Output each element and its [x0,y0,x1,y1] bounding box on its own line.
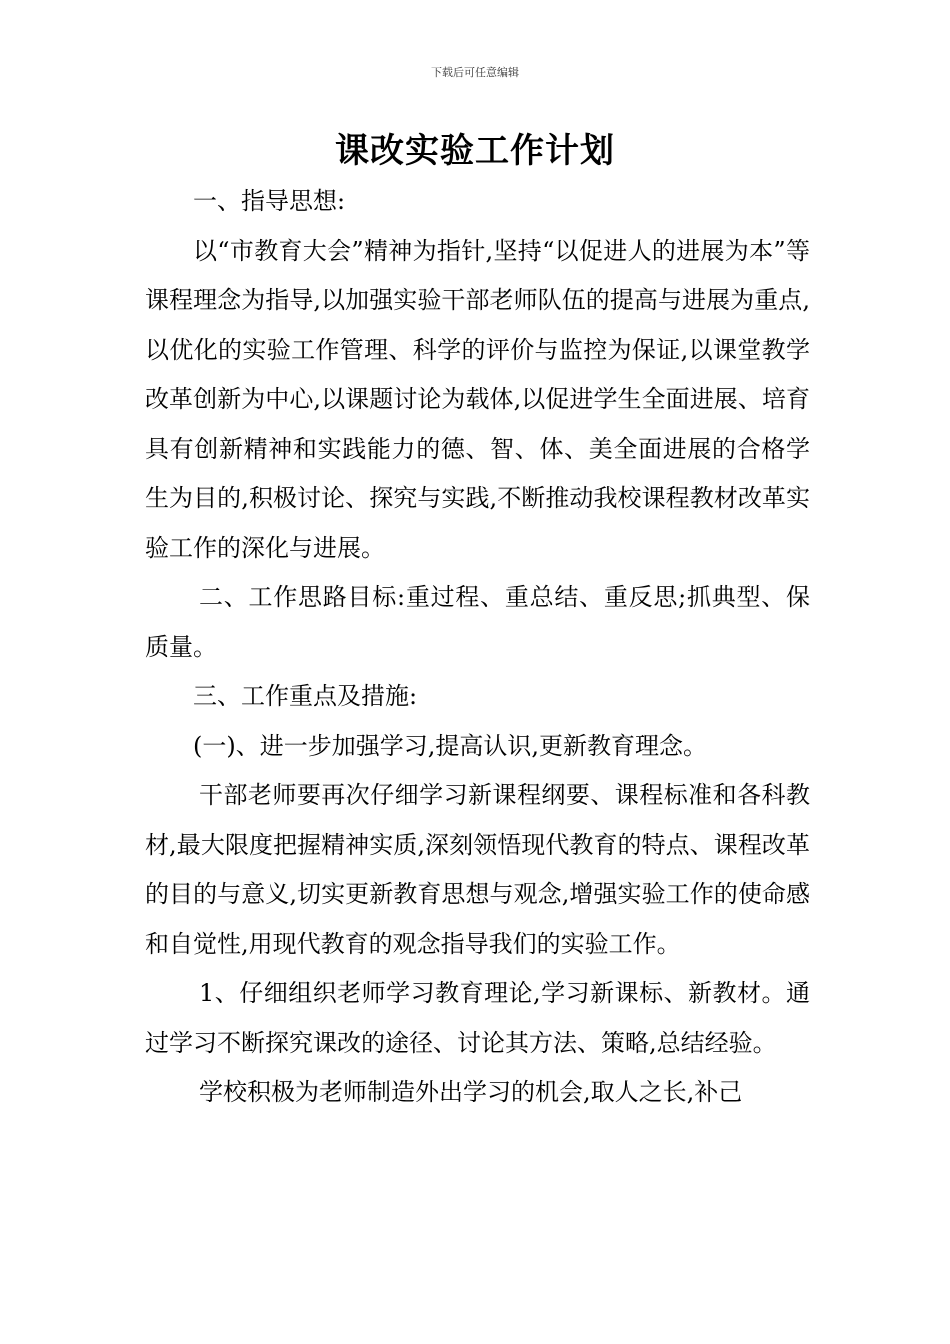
header-note: 下载后可任意编辑 [431,66,519,79]
paragraph-teacher-study: 干部老师要再次仔细学习新课程纲要、课程标准和各科教材,最大限度把握精神实质,深刻领悟现代教育的特点、课程改革的目的与意义,切实更新教育思想与观念,增强实验工作的使命感和自觉性,用现代教育的观念指导我们的实验工作。 [145,781,810,958]
paragraph-school-opportunity: 学校积极为老师制造外出学习的机会,取人之长,补己 [199,1078,743,1106]
paragraph-guiding-idea: 以“市教育大会”精神为指针,坚持“以促进人的进展为本”等课程理念为指导,以加强实验干部老师队伍的提高与进展为重点,以优化的实验工作管理、科学的评价与监控为保证,以课堂教学改革创新为中心,以课题讨论为载体,以促进学生全面进展、培育具有创新精神和实践能力的德、智、体、美全面进展的合格学生为目的,积极讨论、探究与实践,不断推动我校课程教材改革实验工作的深化与进展。 [145,236,810,562]
paragraph-key-measures-heading: 三、工作重点及措施: [193,682,418,710]
document-title: 课改实验工作计划 [335,131,615,171]
paragraph-work-goals: 二、工作思路目标:重过程、重总结、重反思;抓典型、保质量。 [145,583,810,661]
paragraph-subsection-one: (一)、进一步加强学习,提高认识,更新教育理念。 [193,731,707,760]
paragraph-item-one: 1、仔细组织老师学习教育理论,学习新课标、新教材。通过学习不断探究课改的途径、讨论其方法、策略,总结经验。 [145,979,810,1057]
document-body [145,177,810,1118]
paragraph-guiding-idea-heading: 一、指导思想: [193,187,346,215]
